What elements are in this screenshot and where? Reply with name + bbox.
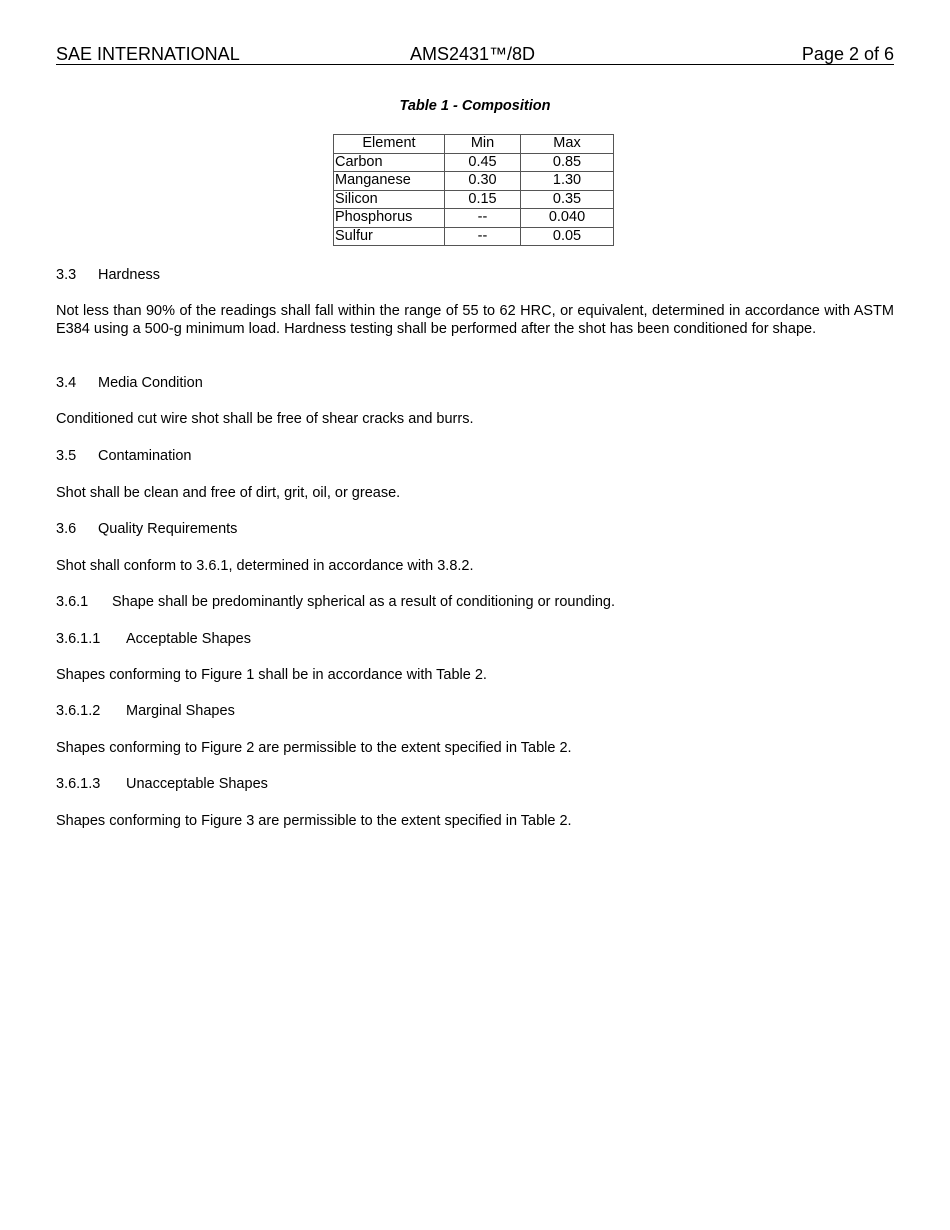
section-number: 3.6 (56, 521, 77, 537)
header-organization: SAE INTERNATIONAL (56, 44, 240, 64)
section-title: Marginal Shapes (126, 703, 235, 719)
table-cell: 0.85 (521, 153, 614, 172)
table-cell: Silicon (334, 190, 445, 209)
section-body-3-3: Not less than 90% of the readings shall fall within the range of 55 to 62 HRC, or equivalent, determined in accordance with ASTM E384 using a 500-g minimum load. Hardness testing shall be performed after the shot has been conditioned for shape. (56, 303, 894, 337)
section-number: 3.5 (56, 448, 77, 464)
section-body-3-6-1-2: Shapes conforming to Figure 2 are permissible to the extent specified in Table 2. (56, 740, 572, 756)
header-page-number: Page 2 of 6 (801, 44, 894, 64)
section-title: Contamination (98, 448, 192, 464)
header-document-number: AMS2431™/8D (410, 44, 536, 64)
column-header: Max (521, 135, 614, 154)
section-body-3-6: Shot shall conform to 3.6.1, determined in accordance with 3.8.2. (56, 558, 474, 574)
table-header-row (334, 135, 614, 154)
section-heading-3-6-1-1 (56, 630, 894, 648)
section-title: Acceptable Shapes (126, 631, 251, 647)
table-row (334, 172, 614, 191)
section-number: 3.6.1 (56, 594, 89, 610)
table-cell: Carbon (334, 153, 445, 172)
column-header: Min (445, 135, 521, 154)
section-heading-3-6-1 (56, 593, 894, 611)
table-cell: 0.05 (521, 227, 614, 246)
section-number: 3.3 (56, 267, 77, 283)
table-cell: 0.15 (445, 190, 521, 209)
section-body-3-6-1-1: Shapes conforming to Figure 1 shall be in accordance with Table 2. (56, 667, 487, 683)
section-title: Unacceptable Shapes (126, 776, 268, 792)
page-header (56, 44, 894, 65)
section-title: Quality Requirements (98, 521, 238, 537)
table-row (334, 190, 614, 209)
section-body-3-5: Shot shall be clean and free of dirt, grit, oil, or grease. (56, 485, 401, 501)
table-cell: 0.30 (445, 172, 521, 191)
table-row (334, 209, 614, 228)
section-number: 3.6.1.3 (56, 776, 101, 792)
section-body-3-4: Conditioned cut wire shot shall be free of shear cracks and burrs. (56, 411, 474, 427)
table-row (334, 153, 614, 172)
section-title: Shape shall be predominantly spherical as a result of conditioning or rounding. (112, 594, 615, 610)
table-caption: Table 1 - Composition (399, 98, 551, 114)
table-row (334, 227, 614, 246)
section-heading-3-3 (56, 266, 894, 284)
table-cell: 0.040 (521, 209, 614, 228)
section-number: 3.4 (56, 375, 77, 391)
section-heading-3-4 (56, 374, 894, 392)
section-number: 3.6.1.2 (56, 703, 101, 719)
table-cell: Manganese (334, 172, 445, 191)
section-title: Media Condition (98, 375, 203, 391)
section-heading-3-5 (56, 447, 894, 465)
table-cell: 1.30 (521, 172, 614, 191)
composition-table (333, 134, 614, 246)
table-cell: 0.35 (521, 190, 614, 209)
table-cell: Phosphorus (334, 209, 445, 228)
section-heading-3-6-1-3 (56, 775, 894, 793)
table-cell: -- (445, 209, 521, 228)
table-cell: Sulfur (334, 227, 445, 246)
section-heading-3-6-1-2 (56, 702, 894, 720)
section-body-3-6-1-3: Shapes conforming to Figure 3 are permissible to the extent specified in Table 2. (56, 813, 572, 829)
section-heading-3-6 (56, 520, 894, 538)
column-header: Element (334, 135, 445, 154)
table-cell: 0.45 (445, 153, 521, 172)
section-number: 3.6.1.1 (56, 631, 101, 647)
table-cell: -- (445, 227, 521, 246)
section-title: Hardness (98, 267, 161, 283)
